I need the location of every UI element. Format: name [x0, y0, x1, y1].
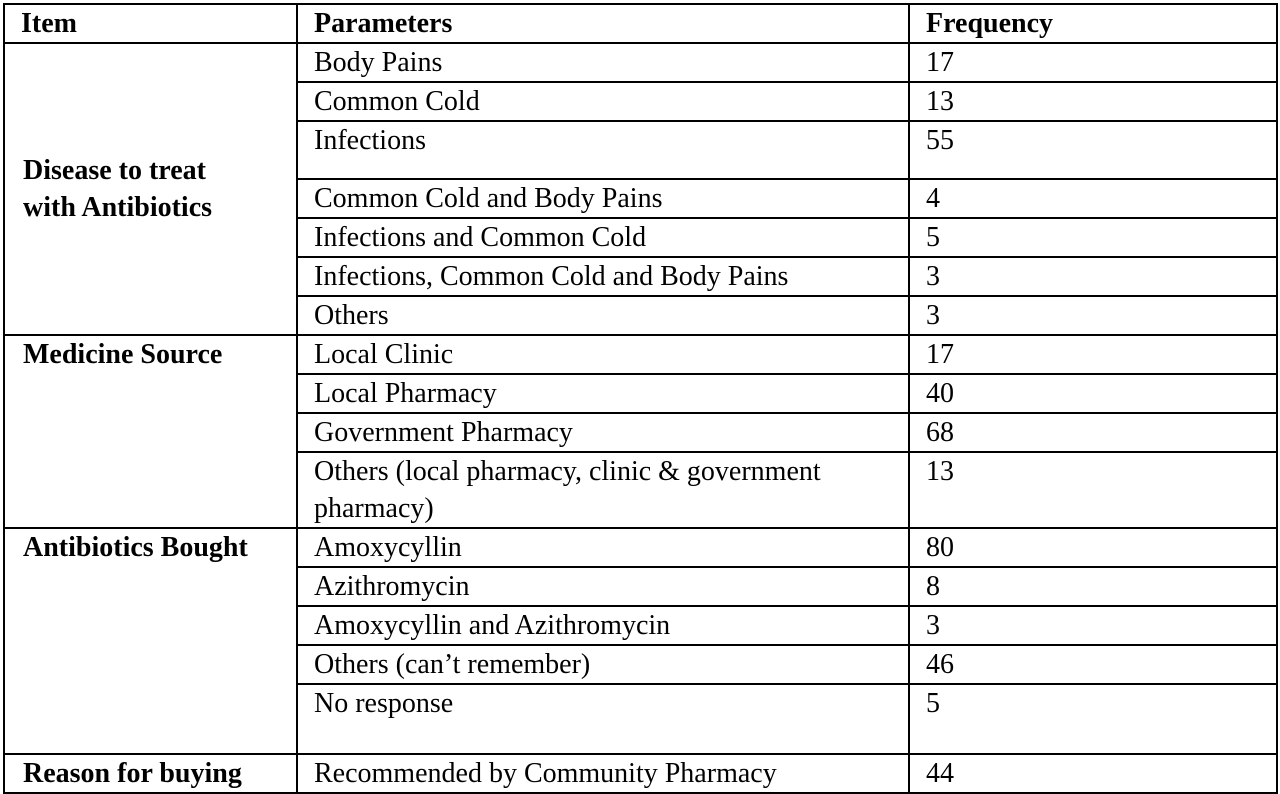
- parameter-cell: Infections and Common Cold: [297, 218, 909, 257]
- frequency-cell: 40: [909, 374, 1277, 413]
- frequency-cell: 5: [909, 684, 1277, 754]
- frequency-cell: 46: [909, 645, 1277, 684]
- frequency-cell: 17: [909, 335, 1277, 374]
- table-row: [4, 754, 1277, 793]
- header-item: Item: [4, 4, 297, 43]
- frequency-cell: 17: [909, 43, 1277, 82]
- table-row: [4, 335, 1277, 374]
- frequency-cell: 8: [909, 567, 1277, 606]
- frequency-cell: 80: [909, 528, 1277, 567]
- parameter-cell: Common Cold: [297, 82, 909, 121]
- parameter-cell: No response: [297, 684, 909, 754]
- group-medicine-source: Medicine Source: [4, 335, 297, 528]
- parameter-cell: Body Pains: [297, 43, 909, 82]
- frequency-cell: 3: [909, 606, 1277, 645]
- group-reason-for-buying: Reason for buying: [4, 754, 297, 793]
- parameter-cell: Infections: [297, 121, 909, 179]
- parameter-cell: Government Pharmacy: [297, 413, 909, 452]
- parameter-cell: Local Clinic: [297, 335, 909, 374]
- frequency-cell: 3: [909, 257, 1277, 296]
- parameter-cell: Others (can’t remember): [297, 645, 909, 684]
- group-antibiotics-bought: Antibiotics Bought: [4, 528, 297, 754]
- parameter-cell: Others (local pharmacy, clinic & government pharmacy): [297, 452, 909, 528]
- frequency-cell: 55: [909, 121, 1277, 179]
- group-disease-to-treat: Disease to treat with Antibiotics: [4, 43, 297, 335]
- header-row: [4, 4, 1277, 43]
- frequency-cell: 44: [909, 754, 1277, 793]
- parameter-cell: Azithromycin: [297, 567, 909, 606]
- parameter-cell: Amoxycyllin and Azithromycin: [297, 606, 909, 645]
- header-frequency: Frequency: [909, 4, 1277, 43]
- frequency-cell: 13: [909, 82, 1277, 121]
- table-row: [4, 43, 1277, 82]
- frequency-cell: 3: [909, 296, 1277, 335]
- frequency-cell: 5: [909, 218, 1277, 257]
- table-row: [4, 528, 1277, 567]
- antibiotics-survey-table: [3, 3, 1278, 794]
- parameter-cell: Infections, Common Cold and Body Pains: [297, 257, 909, 296]
- header-parameters: Parameters: [297, 4, 909, 43]
- parameter-cell: Amoxycyllin: [297, 528, 909, 567]
- frequency-cell: 4: [909, 179, 1277, 218]
- parameter-cell: Local Pharmacy: [297, 374, 909, 413]
- parameter-cell: Others: [297, 296, 909, 335]
- frequency-cell: 68: [909, 413, 1277, 452]
- frequency-cell: 13: [909, 452, 1277, 528]
- parameter-cell: Recommended by Community Pharmacy: [297, 754, 909, 793]
- parameter-cell: Common Cold and Body Pains: [297, 179, 909, 218]
